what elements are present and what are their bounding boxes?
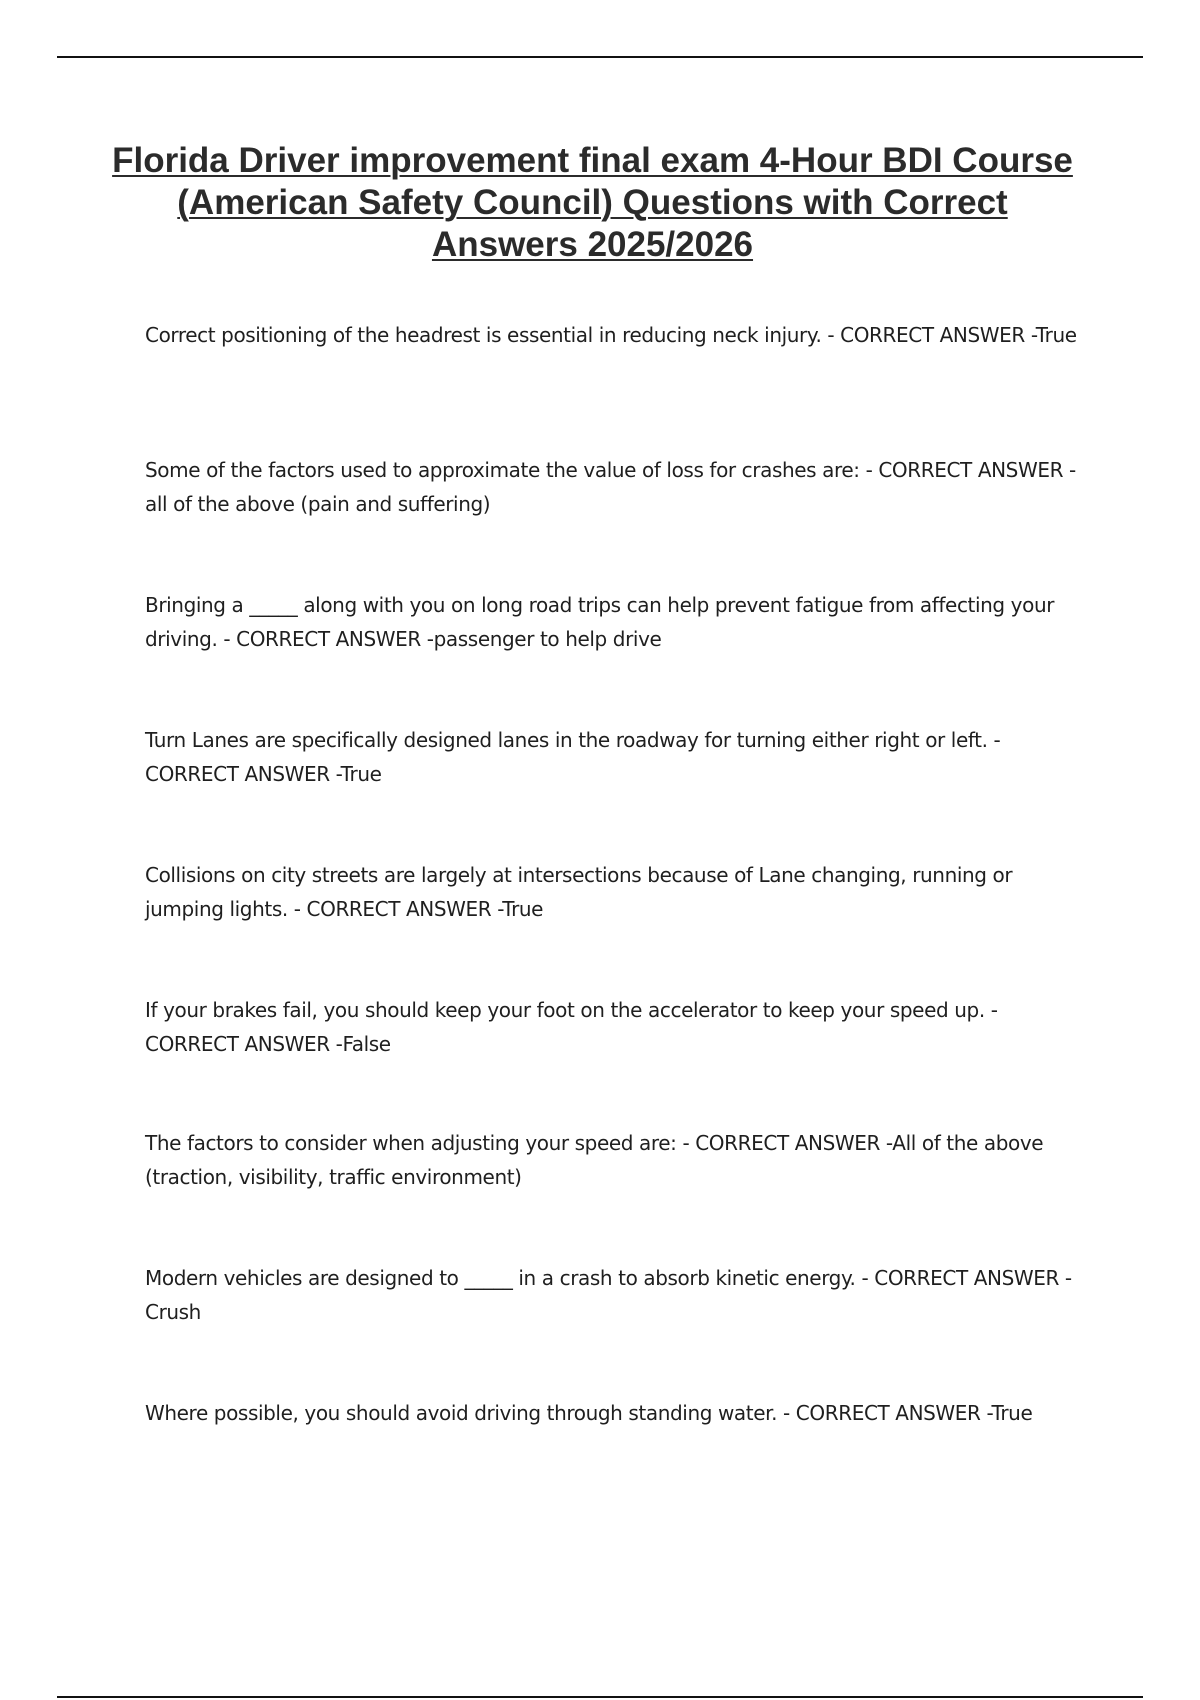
qa-item-5: Collisions on city streets are largely at intersections because of Lane changing, running or jumping lights. - CORRECT ANSWER -True — [145, 863, 1013, 921]
qa-item-1: Correct positioning of the headrest is essential in reducing neck injury. - CORRECT ANSWER -True — [145, 323, 1077, 347]
qa-item-3: Bringing a _____ along with you on long road trips can help prevent fatigue from affecting your driving. - CORRECT ANSWER -passenger to help drive — [145, 593, 1055, 651]
top-rule — [57, 56, 1143, 58]
bottom-rule — [57, 1696, 1143, 1698]
qa-item-7: The factors to consider when adjusting your speed are: - CORRECT ANSWER -All of the above (traction, visibility, traffic environment) — [145, 1131, 1044, 1189]
document-title: Florida Driver improvement final exam 4-Hour BDI Course (American Safety Council) Questions with Correct Answers 2025/2026 — [112, 141, 1073, 264]
qa-item-8: Modern vehicles are designed to _____ in a crash to absorb kinetic energy. - CORRECT ANSWER -Crush — [145, 1266, 1072, 1324]
qa-item-9: Where possible, you should avoid driving through standing water. - CORRECT ANSWER -True — [145, 1401, 1033, 1425]
qa-item-4: Turn Lanes are specifically designed lanes in the roadway for turning either right or left. - CORRECT ANSWER -True — [145, 728, 1001, 786]
qa-item-6: If your brakes fail, you should keep your foot on the accelerator to keep your speed up. - CORRECT ANSWER -False — [145, 998, 998, 1056]
qa-item-2: Some of the factors used to approximate the value of loss for crashes are: - CORRECT ANSWER -all of the above (pain and suffering) — [145, 458, 1076, 516]
